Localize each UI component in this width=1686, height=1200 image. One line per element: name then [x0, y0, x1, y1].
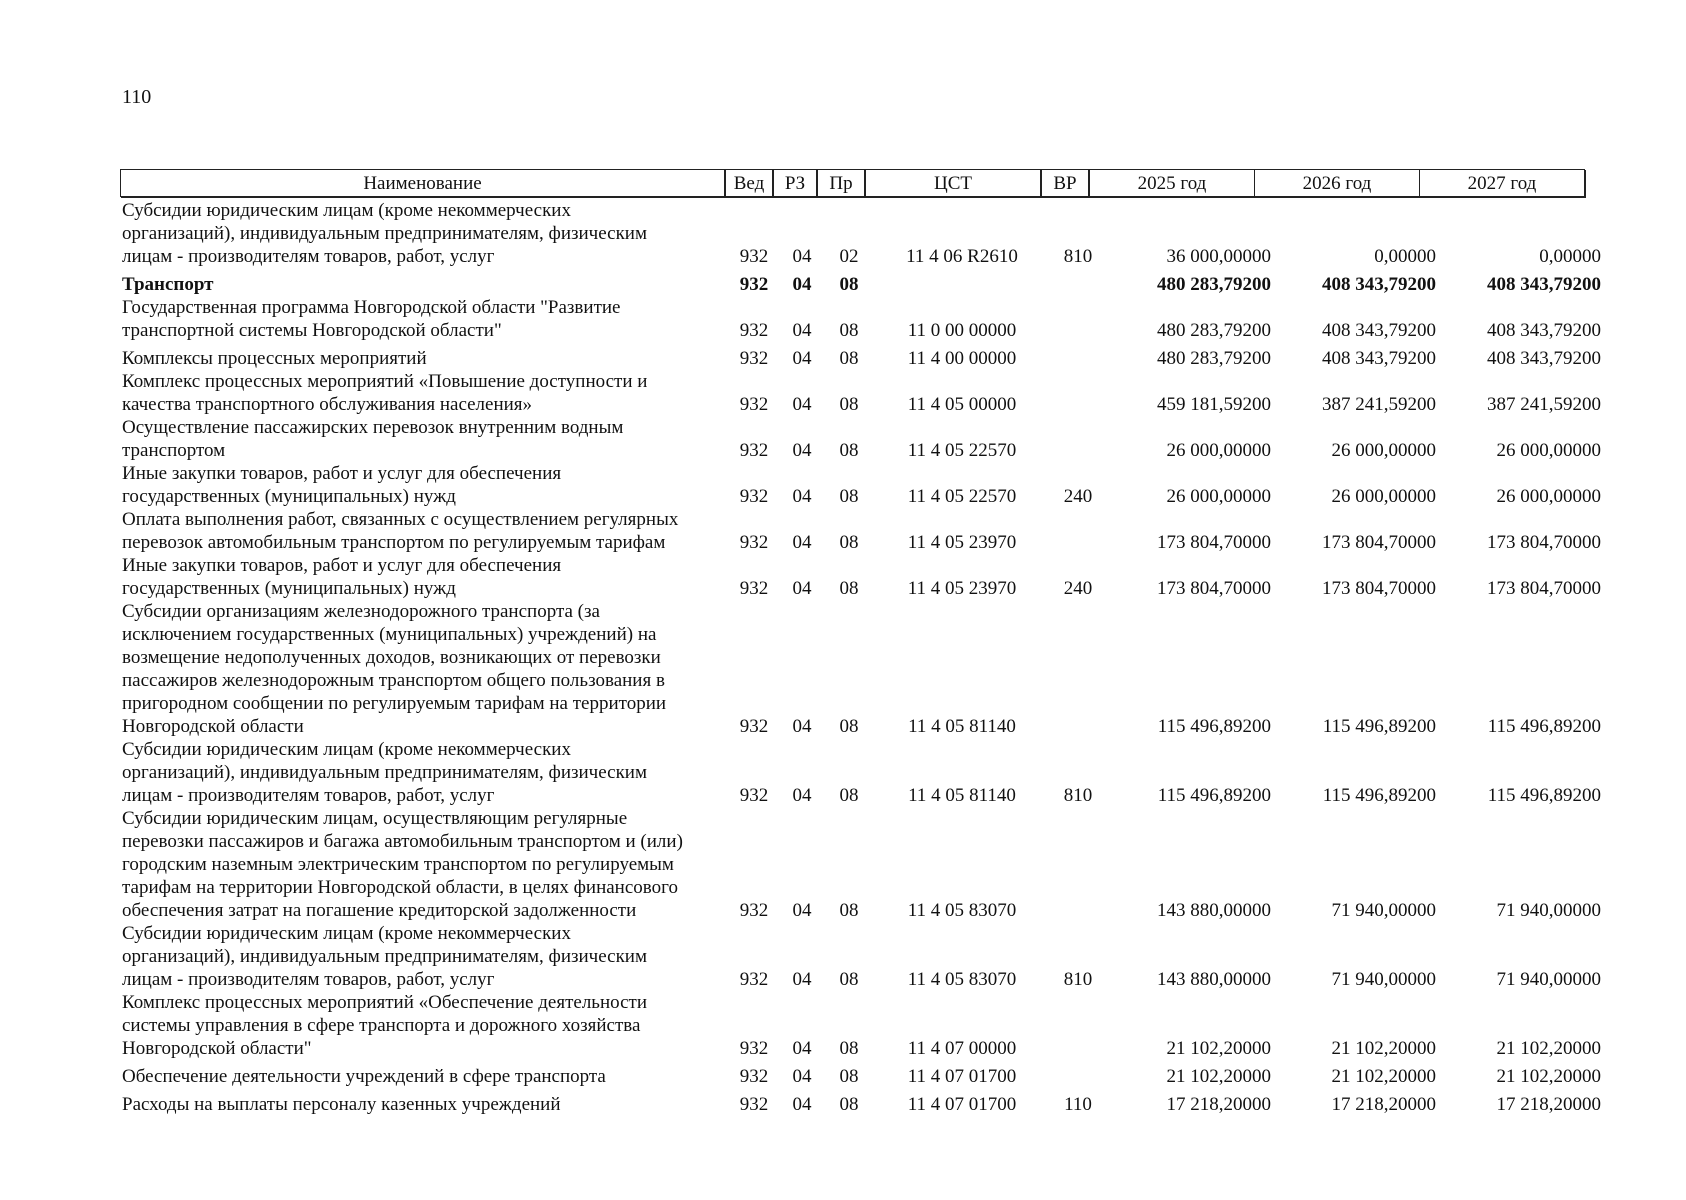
- cell-2026: 26 000,00000: [1331, 440, 1436, 461]
- cell-ved: 932: [739, 486, 769, 507]
- header-vr: ВР: [1040, 170, 1088, 196]
- cell-2027: 26 000,00000: [1496, 486, 1601, 507]
- cell-cst: 11 4 05 81140: [908, 785, 1016, 806]
- table-row: [122, 462, 1601, 508]
- cell-2026: 0,00000: [1374, 246, 1436, 267]
- cell-ved: 932: [739, 394, 769, 415]
- cell-ved: 932: [739, 246, 769, 267]
- cell-2025: 459 181,59200: [1157, 394, 1271, 415]
- cell-ved: 932: [739, 440, 769, 461]
- cell-pr: 08: [839, 900, 859, 921]
- cell-cst: 11 4 05 23970: [907, 532, 1017, 553]
- cell-cst: 11 4 07 01700: [907, 1094, 1017, 1115]
- cell-pr: 08: [839, 1066, 859, 1087]
- cell-2027: 387 241,59200: [1487, 394, 1601, 415]
- cell-vr: 810: [1063, 785, 1093, 806]
- page-number: 110: [122, 86, 152, 108]
- cell-cst: 11 4 06 R2610: [906, 246, 1018, 267]
- cell-name: Комплекс процессных мероприятий «Обеспечение деятельности системы управления в сфере транспорта и дорожного хозяйства Новгородской области": [122, 992, 648, 1059]
- cell-2025: 143 880,00000: [1157, 900, 1271, 921]
- cell-2026: 408 343,79200: [1322, 348, 1436, 369]
- cell-2026: 71 940,00000: [1331, 900, 1436, 921]
- cell-2027: 115 496,89200: [1487, 785, 1601, 806]
- table-body: [122, 199, 1601, 1116]
- cell-2026: 173 804,70000: [1322, 532, 1436, 553]
- cell-name: Иные закупки товаров, работ и услуг для обеспечения государственных (муниципальных) нужд: [122, 463, 562, 507]
- cell-pr: 08: [839, 532, 859, 553]
- table-row: [122, 554, 1601, 600]
- cell-name: Обеспечение деятельности учреждений в сфере транспорта: [122, 1066, 606, 1087]
- cell-vr: 240: [1063, 578, 1093, 599]
- cell-cst: 11 4 05 81140: [908, 716, 1016, 737]
- cell-2026: 115 496,89200: [1322, 785, 1436, 806]
- cell-ved: 932: [739, 274, 769, 295]
- cell-2026: 71 940,00000: [1331, 969, 1436, 990]
- cell-2026: 21 102,20000: [1331, 1038, 1436, 1059]
- cell-name: Государственная программа Новгородской области "Развитие транспортной системы Новгородской области": [122, 297, 621, 341]
- header-cst: ЦСТ: [864, 170, 1040, 196]
- cell-pr: 08: [839, 1094, 859, 1115]
- table-row-section: [122, 273, 1601, 296]
- cell-pr: 08: [839, 348, 859, 369]
- cell-ved: 932: [739, 785, 769, 806]
- cell-ved: 932: [739, 1066, 769, 1087]
- cell-cst: 11 0 00 00000: [907, 320, 1017, 341]
- cell-2025: 115 496,89200: [1157, 785, 1271, 806]
- cell-2025: 26 000,00000: [1166, 486, 1271, 507]
- cell-ved: 932: [739, 320, 769, 341]
- cell-rz: 04: [792, 900, 812, 921]
- cell-ved: 932: [739, 532, 769, 553]
- cell-pr: 08: [839, 969, 859, 990]
- header-2026: 2026 год: [1254, 170, 1419, 196]
- table-row: [122, 416, 1601, 462]
- cell-vr: 810: [1063, 969, 1093, 990]
- cell-name: Субсидии юридическим лицам (кроме некоммерческих организаций), индивидуальным предпринимателям, физическим лицам - производителям товаров, работ, услуг: [122, 923, 647, 990]
- table-row: [122, 199, 1601, 268]
- cell-pr: 08: [839, 320, 859, 341]
- cell-rz: 04: [792, 440, 812, 461]
- header-ved: Вед: [724, 170, 772, 196]
- cell-rz: 04: [792, 486, 812, 507]
- cell-vr: 240: [1063, 486, 1093, 507]
- cell-ved: 932: [739, 348, 769, 369]
- cell-ved: 932: [739, 1094, 769, 1115]
- cell-2026: 21 102,20000: [1331, 1066, 1436, 1087]
- cell-2026: 115 496,89200: [1322, 716, 1436, 737]
- cell-2025: 173 804,70000: [1157, 578, 1271, 599]
- cell-2027: 21 102,20000: [1496, 1066, 1601, 1087]
- cell-rz: 04: [792, 785, 812, 806]
- table-row: [122, 296, 1601, 342]
- table-row: [122, 1065, 1601, 1088]
- cell-2025: 480 283,79200: [1157, 348, 1271, 369]
- cell-cst: 11 4 05 00000: [907, 394, 1017, 415]
- cell-2025: 17 218,20000: [1166, 1094, 1271, 1115]
- cell-name: Субсидии организациям железнодорожного транспорта (за исключением государственных (муниципальных) учреждений) на возмещение недополученных доходов, возникающих от перевозки пассажиров железнодорожным транспортом общего пользования в пригородном сообщении по регулируемым тарифам на территории Новгородской области: [122, 601, 667, 737]
- cell-2025: 26 000,00000: [1166, 440, 1271, 461]
- cell-pr: 08: [839, 1038, 859, 1059]
- cell-vr: 110: [1064, 1094, 1092, 1115]
- cell-cst: 11 4 05 83070: [907, 969, 1017, 990]
- cell-2025: 21 102,20000: [1166, 1038, 1271, 1059]
- cell-2025: 480 283,79200: [1157, 320, 1271, 341]
- cell-cst: 11 4 05 22570: [907, 486, 1017, 507]
- cell-rz: 04: [792, 578, 812, 599]
- cell-2027: 26 000,00000: [1496, 440, 1601, 461]
- cell-pr: 08: [839, 394, 859, 415]
- cell-ved: 932: [739, 1038, 769, 1059]
- cell-name: Оплата выполнения работ, связанных с осуществлением регулярных перевозок автомобильным транспортом по регулируемым тарифам: [122, 509, 679, 553]
- cell-cst: 11 4 00 00000: [907, 348, 1017, 369]
- cell-name: Субсидии юридическим лицам, осуществляющим регулярные перевозки пассажиров и багажа автомобильным транспортом и (или) городским наземным электрическим транспортом по регулируемым тарифам на территории Новгородской области, в целях финансового обеспечения затрат на погашение кредиторской задолженности: [122, 808, 683, 921]
- cell-pr: 08: [839, 716, 859, 737]
- cell-cst: 11 4 05 22570: [907, 440, 1017, 461]
- cell-ved: 932: [739, 578, 769, 599]
- cell-ved: 932: [739, 969, 769, 990]
- cell-rz: 04: [792, 1038, 812, 1059]
- cell-2027: 408 343,79200: [1487, 320, 1601, 341]
- cell-2025: 173 804,70000: [1157, 532, 1271, 553]
- cell-pr: 08: [839, 785, 859, 806]
- cell-cst: 11 4 05 23970: [907, 578, 1017, 599]
- cell-2025: 480 283,79200: [1157, 274, 1271, 295]
- cell-2027: 71 940,00000: [1496, 969, 1601, 990]
- table-row: [122, 508, 1601, 554]
- header-name: Наименование: [363, 173, 482, 194]
- table-row: [122, 347, 1601, 370]
- header-pr: Пр: [816, 170, 864, 196]
- cell-name: Иные закупки товаров, работ и услуг для обеспечения государственных (муниципальных) нужд: [122, 555, 562, 599]
- cell-name: Субсидии юридическим лицам (кроме некоммерческих организаций), индивидуальным предпринимателям, физическим лицам - производителям товаров, работ, услуг: [122, 739, 647, 806]
- cell-rz: 04: [792, 348, 812, 369]
- cell-rz: 04: [792, 246, 812, 267]
- cell-2027: 408 343,79200: [1487, 348, 1601, 369]
- cell-pr: 08: [839, 274, 859, 295]
- header-2025: 2025 год: [1088, 170, 1254, 196]
- cell-name: Субсидии юридическим лицам (кроме некоммерческих организаций), индивидуальным предпринимателям, физическим лицам - производителям товаров, работ, услуг: [122, 200, 647, 267]
- table-row: [122, 1093, 1601, 1116]
- cell-pr: 08: [839, 440, 859, 461]
- cell-2027: 173 804,70000: [1487, 532, 1601, 553]
- cell-rz: 04: [792, 969, 812, 990]
- cell-2026: 408 343,79200: [1322, 274, 1436, 295]
- cell-vr: 810: [1063, 246, 1093, 267]
- cell-rz: 04: [792, 1094, 812, 1115]
- cell-2027: 17 218,20000: [1496, 1094, 1601, 1115]
- cell-name: Осуществление пассажирских перевозок внутренним водным транспортом: [122, 417, 624, 461]
- cell-2027: 408 343,79200: [1487, 274, 1601, 295]
- cell-2027: 71 940,00000: [1496, 900, 1601, 921]
- cell-pr: 08: [839, 486, 859, 507]
- cell-2026: 387 241,59200: [1322, 394, 1436, 415]
- cell-rz: 04: [792, 532, 812, 553]
- cell-rz: 04: [792, 394, 812, 415]
- cell-2027: 173 804,70000: [1487, 578, 1601, 599]
- cell-2025: 36 000,00000: [1166, 246, 1271, 267]
- cell-pr: 02: [839, 246, 859, 267]
- table-row: [122, 600, 1601, 738]
- cell-rz: 04: [792, 1066, 812, 1087]
- cell-name: Комплекс процессных мероприятий «Повышение доступности и качества транспортного обслуживания населения»: [122, 371, 648, 415]
- cell-rz: 04: [792, 716, 812, 737]
- table-row: [122, 807, 1601, 922]
- cell-ved: 932: [739, 716, 769, 737]
- cell-2027: 21 102,20000: [1496, 1038, 1601, 1059]
- cell-rz: 04: [792, 320, 812, 341]
- cell-name: Транспорт: [122, 274, 214, 295]
- cell-cst: 11 4 07 01700: [907, 1066, 1017, 1087]
- cell-2025: 21 102,20000: [1166, 1066, 1271, 1087]
- table-row: [122, 738, 1601, 807]
- cell-ved: 932: [739, 900, 769, 921]
- cell-2027: 115 496,89200: [1487, 716, 1601, 737]
- cell-2026: 26 000,00000: [1331, 486, 1436, 507]
- cell-2025: 115 496,89200: [1157, 716, 1271, 737]
- cell-2026: 173 804,70000: [1322, 578, 1436, 599]
- header-2027: 2027 год: [1419, 170, 1584, 196]
- table-row: [122, 991, 1601, 1060]
- table-row: [122, 922, 1601, 991]
- cell-2025: 143 880,00000: [1157, 969, 1271, 990]
- cell-pr: 08: [839, 578, 859, 599]
- cell-rz: 04: [792, 274, 812, 295]
- cell-2026: 17 218,20000: [1331, 1094, 1436, 1115]
- table-row: [122, 370, 1601, 416]
- cell-2027: 0,00000: [1539, 246, 1601, 267]
- cell-name: Расходы на выплаты персоналу казенных учреждений: [122, 1094, 561, 1115]
- table-header: [120, 169, 1585, 197]
- cell-2026: 408 343,79200: [1322, 320, 1436, 341]
- cell-name: Комплексы процессных мероприятий: [122, 348, 427, 369]
- cell-cst: 11 4 07 00000: [907, 1038, 1017, 1059]
- cell-cst: 11 4 05 83070: [907, 900, 1017, 921]
- header-rz: РЗ: [772, 170, 816, 196]
